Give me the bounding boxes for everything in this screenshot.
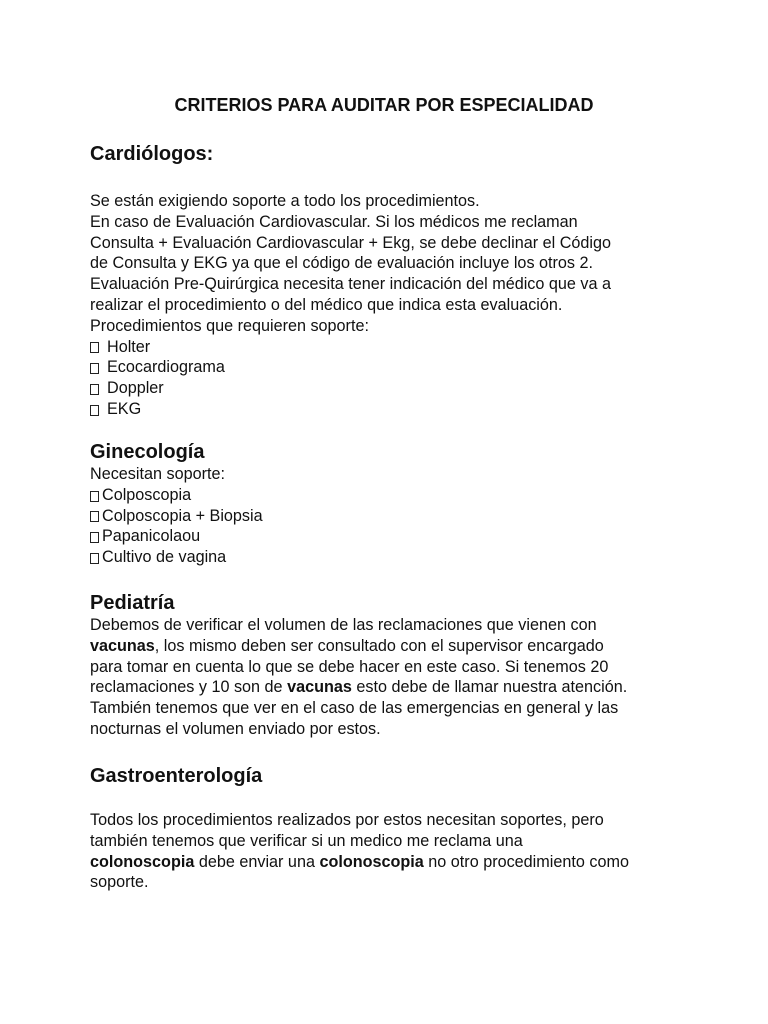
pedia-line-2 bbox=[90, 636, 690, 657]
checkbox-bullet-icon bbox=[90, 511, 99, 522]
pedia-line-4 bbox=[90, 677, 690, 698]
gastro-line-1: Todos los procedimientos realizados por estos necesitan soportes, pero bbox=[90, 811, 604, 829]
cardio-line-2: En caso de Evaluación Cardiovascular. Si los médicos me reclaman bbox=[90, 212, 578, 231]
checkbox-bullet-icon bbox=[90, 553, 99, 564]
cardio-line-5: Evaluación Pre-Quirúrgica necesita tener indicación del médico que va a bbox=[90, 275, 611, 294]
list-item-label: Ecocardiograma bbox=[107, 358, 225, 377]
list-item bbox=[90, 357, 690, 378]
list-item-label: EKG bbox=[107, 399, 142, 418]
pedia-line-4-pre: reclamaciones y 10 son de bbox=[90, 678, 288, 697]
list-item-label: Colposcopia + Biopsia bbox=[102, 506, 263, 525]
list-item bbox=[90, 526, 690, 547]
checkbox-bullet-icon bbox=[90, 342, 99, 353]
list-item bbox=[90, 337, 690, 358]
list-item bbox=[90, 378, 690, 399]
heading-cardiologos: Cardiólogos: bbox=[90, 143, 214, 165]
section-pediatria bbox=[90, 591, 690, 740]
checkbox-bullet-icon bbox=[90, 491, 99, 502]
keyword-colonoscopia: colonoscopia bbox=[319, 852, 424, 871]
list-item bbox=[90, 399, 690, 420]
list-item-label: Papanicolaou bbox=[102, 527, 201, 546]
list-item-label: Doppler bbox=[107, 379, 164, 398]
heading-pediatria: Pediatría bbox=[90, 592, 175, 614]
list-item-label: Holter bbox=[107, 337, 151, 356]
section-gastroenterologia bbox=[90, 764, 690, 893]
pedia-line-1: Debemos de verificar el volumen de las reclamaciones que vienen con bbox=[90, 616, 597, 634]
checkbox-bullet-icon bbox=[90, 384, 99, 395]
list-item bbox=[90, 547, 690, 568]
keyword-colonoscopia: colonoscopia bbox=[90, 852, 195, 871]
cardio-line-7: Procedimientos que requieren soporte: bbox=[90, 316, 369, 335]
gastro-line-3-mid: debe enviar una bbox=[194, 852, 320, 871]
keyword-vacunas: vacunas bbox=[90, 636, 155, 655]
gastro-line-2: también tenemos que verificar si un medico me reclama una bbox=[90, 831, 523, 850]
pedia-line-3: para tomar en cuenta lo que se debe hacer en este caso. Si tenemos 20 bbox=[90, 657, 609, 676]
cardio-line-1: Se están exigiendo soporte a todo los procedimientos. bbox=[90, 192, 480, 210]
gastro-line-3 bbox=[90, 852, 690, 873]
list-item bbox=[90, 485, 690, 506]
gineco-intro: Necesitan soporte: bbox=[90, 465, 225, 483]
gastro-line-4: soporte. bbox=[90, 873, 149, 892]
cardio-line-3: Consulta + Evaluación Cardiovascular + Ekg, se debe declinar el Código bbox=[90, 233, 612, 252]
checkbox-bullet-icon bbox=[90, 532, 99, 543]
cardio-line-6: realizar el procedimiento o del médico que indica esta evaluación. bbox=[90, 295, 563, 314]
keyword-vacunas: vacunas bbox=[287, 678, 352, 697]
checkbox-bullet-icon bbox=[90, 363, 99, 374]
heading-ginecologia: Ginecología bbox=[90, 441, 205, 463]
pedia-line-6: nocturnas el volumen enviado por estos. bbox=[90, 719, 381, 738]
checkbox-bullet-icon bbox=[90, 405, 99, 416]
heading-gastroenterologia: Gastroenterología bbox=[90, 765, 263, 787]
pedia-line-4-post: esto debe de llamar nuestra atención. bbox=[351, 678, 628, 697]
pedia-line-5: También tenemos que ver en el caso de las emergencias en general y las bbox=[90, 699, 619, 718]
list-item-label: Colposcopia bbox=[102, 485, 192, 504]
list-item-label: Cultivo de vagina bbox=[102, 548, 227, 567]
document-title: CRITERIOS PARA AUDITAR POR ESPECIALIDAD bbox=[174, 95, 594, 115]
section-cardiologos bbox=[90, 142, 690, 420]
section-ginecologia bbox=[90, 440, 690, 568]
cardio-line-4: de Consulta y EKG ya que el código de evaluación incluye los otros 2. bbox=[90, 254, 594, 273]
pedia-line-2-text: , los mismo deben ser consultado con el supervisor encargado bbox=[154, 636, 604, 655]
list-item bbox=[90, 506, 690, 527]
gastro-line-3-post: no otro procedimiento como bbox=[423, 852, 629, 871]
